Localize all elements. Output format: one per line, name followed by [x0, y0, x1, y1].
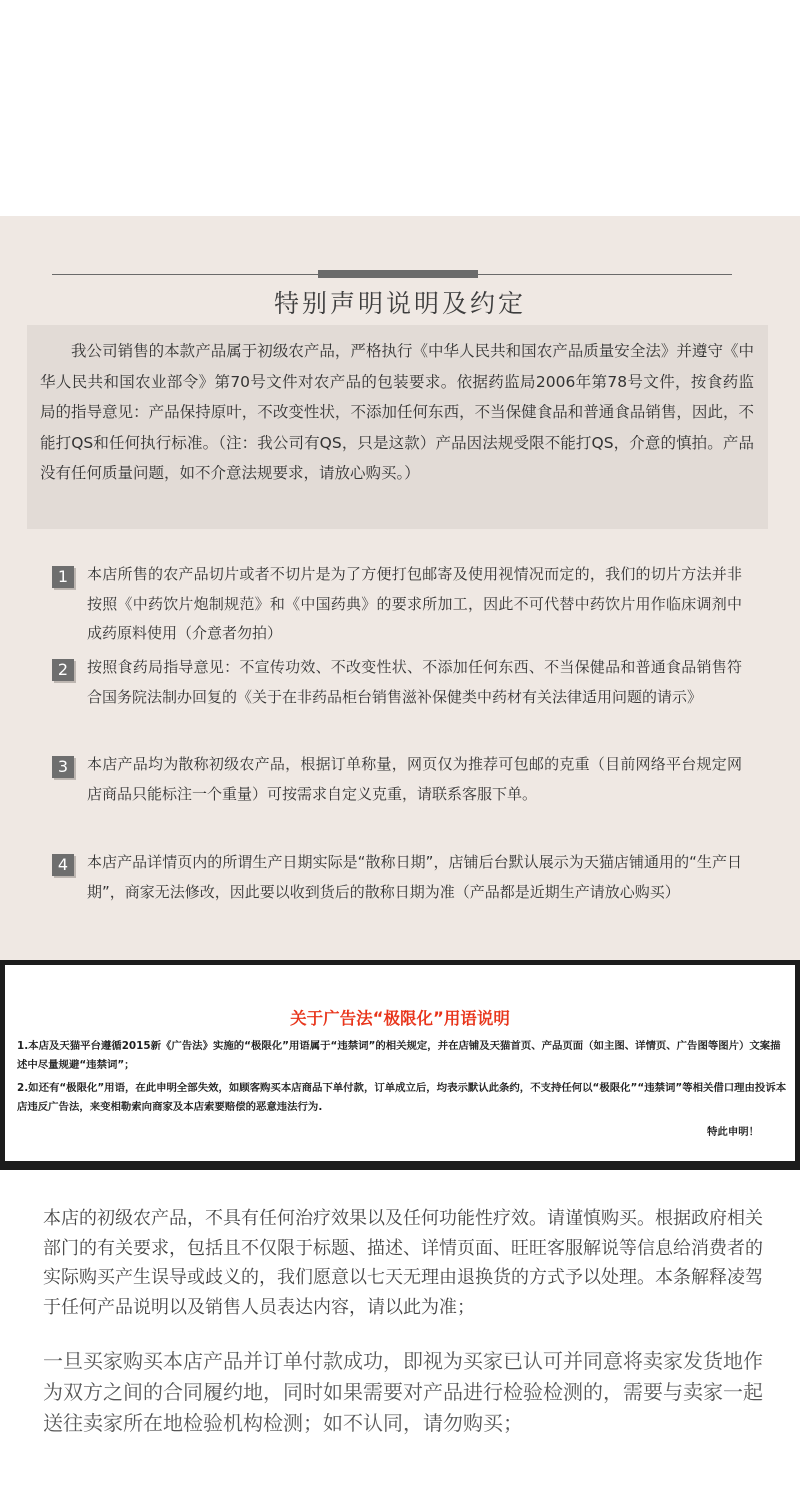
- item-number-badge: 2: [52, 659, 74, 681]
- blank-header-area: [0, 0, 800, 216]
- notice-title: 关于广告法“极限化”用语说明: [290, 1009, 510, 1028]
- disclaimer-paragraph-2: 一旦买家购买本店产品并订单付款成功，即视为买家已认可并同意将卖家发货地作为双方之间的合同履约地，同时如果需要对产品进行检验检测的，需要与卖家一起送往卖家所在地检验机构检测；如不认同，请勿购买；: [43, 1349, 763, 1435]
- title-divider-bar: [318, 270, 478, 278]
- list-item: [52, 750, 742, 809]
- statement-text: 我公司销售的本款产品属于初级农产品，严格执行《中华人民共和国农产品质量安全法》并遵守《中华人民共和国农业部令》第70号文件对农产品的包装要求。依据药监局2006年第78号文件，按食药监局的指导意见：产品保持原叶，不改变性状，不添加任何东西，不当保健食品和普通食品销售，因此，不能打QS和任何执行标准。（注：我公司有QS，只是这款）产品因法规受限不能打QS，介意的慎拍。产品没有任何质量问题，如不介意法规要求，请放心购买。）: [40, 342, 754, 482]
- item-number-badge: 3: [52, 756, 74, 778]
- item-number-badge: 4: [52, 854, 74, 876]
- declaration-title: 特别声明说明及约定: [273, 289, 526, 318]
- item-text: 按照食药局指导意见：不宣传功效、不改变性状、不添加任何东西、不当保健品和普通食品销售符合国务院法制办回复的《关于在非药品柜台销售滋补保健类中药材有关法律适用问题的请示》: [87, 658, 742, 706]
- list-item: [52, 560, 742, 649]
- ad-law-notice: [5, 965, 795, 1161]
- list-item: [52, 848, 742, 907]
- notice-paragraph-2: 2.如还有“极限化”用语，在此申明全部失效，如顾客购买本店商品下单付款，订单成立后，均表示默认此条约，不支持任何以“极限化”“违禁词”等相关借口理由投诉本店违反广告法，来变相勒索向商家及本店索要赔偿的恶意违法行为.: [17, 1082, 787, 1113]
- item-text: 本店产品均为散称初级农产品，根据订单称量，网页仅为推荐可包邮的克重（目前网络平台规定网店商品只能标注一个重量）可按需求自定义克重，请联系客服下单。: [87, 755, 742, 803]
- list-item: [52, 653, 742, 712]
- item-text: 本店产品详情页内的所谓生产日期实际是“散称日期”，店铺后台默认展示为天猫店铺通用的“生产日期”，商家无法修改，因此要以收到货后的散称日期为准（产品都是近期生产请放心购买）: [87, 853, 742, 901]
- item-number-badge: 1: [52, 566, 74, 588]
- notice-signature: 特此申明！: [707, 1126, 759, 1138]
- notice-paragraph-1: 1.本店及天猫平台遵循2015新《广告法》实施的“极限化”用语属于“违禁词”的相关规定，并在店铺及天猫首页、产品页面（如主图、详情页、广告图等图片）文案描述中尽量规避“违禁词”；: [17, 1040, 781, 1071]
- item-text: 本店所售的农产品切片或者不切片是为了方便打包邮寄及使用视情况而定的，我们的切片方法并非按照《中药饮片炮制规范》和《中国药典》的要求所加工，因此不可代替中药饮片用作临床调剂中成药原料使用（介意者勿拍）: [87, 565, 742, 642]
- statement-box: [27, 325, 768, 529]
- disclaimer-paragraph-1: 本店的初级农产品，不具有任何治疗效果以及任何功能性疗效。请谨慎购买。根据政府相关部门的有关要求，包括且不仅限于标题、描述、详情页面、旺旺客服解说等信息给消费者的实际购买产生误导或歧义的，我们愿意以七天无理由退换货的方式予以处理。本条解释凌驾于任何产品说明以及销售人员表达内容，请以此为准；: [43, 1208, 763, 1318]
